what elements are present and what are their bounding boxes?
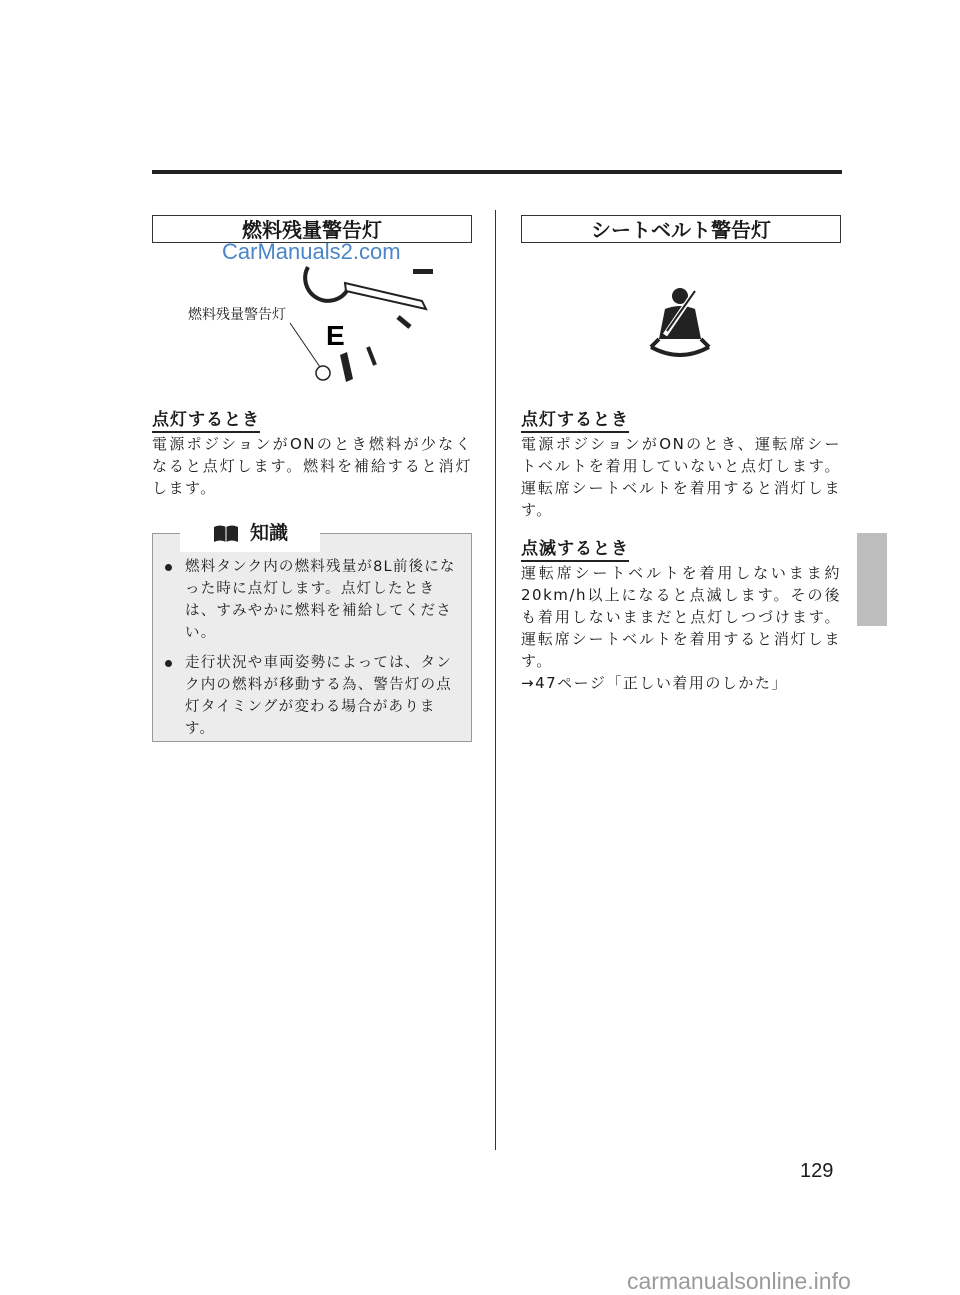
seatbelt-warning-header: シートベルト警告灯	[521, 215, 841, 243]
fuel-warning-header: 燃料残量警告灯	[152, 215, 472, 243]
chapter-side-tab	[857, 533, 887, 626]
seatbelt-lights-when-heading: 点灯するとき	[521, 405, 629, 433]
column-divider	[495, 210, 496, 1150]
seatbelt-icon	[645, 285, 715, 365]
knowledge-item: 燃料タンク内の燃料残量が8L前後になった時に点灯します。点灯したときは、すみやかに燃料を補給してください。	[163, 556, 465, 644]
fuel-warning-callout-label: 燃料残量警告灯	[188, 307, 286, 323]
knowledge-title-text: 知識	[249, 522, 288, 544]
watermark[interactable]: CarManuals2.com	[222, 239, 401, 264]
knowledge-item: 走行状況や車両姿勢によっては、タンク内の燃料が移動する為、警告灯の点灯タイミングが変わる場合があります。	[163, 652, 465, 740]
seatbelt-lights-when-body: 電源ポジションがONのとき、運転席シートベルトを着用していないと点灯します。運転席シートベルトを着用すると消灯します。	[521, 435, 841, 519]
top-rule	[152, 170, 842, 174]
page-number: 129	[800, 1160, 834, 1182]
fuel-lights-when-heading: 点灯するとき	[152, 405, 260, 433]
seatbelt-flashes-when-body: 運転席シートベルトを着用しないまま約20km/h以上になると点滅します。その後も着用しないままだと点灯しつづけます。運転席シートベルトを着用すると消灯します。	[521, 564, 841, 670]
book-icon	[212, 524, 240, 544]
gauge-empty-letter: E	[326, 320, 345, 351]
fuel-lights-when-body: 電源ポジションがONのとき燃料が少なくなると点灯します。燃料を補給すると消灯します。	[152, 435, 472, 497]
footer-watermark[interactable]: carmanualsonline.info	[627, 1268, 851, 1294]
knowledge-title	[180, 514, 320, 552]
seatbelt-flashes-when-heading: 点滅するとき	[521, 534, 629, 562]
knowledge-list	[163, 556, 465, 748]
seatbelt-reference-link[interactable]: →47ページ「正しい着用のしかた」	[521, 674, 788, 692]
